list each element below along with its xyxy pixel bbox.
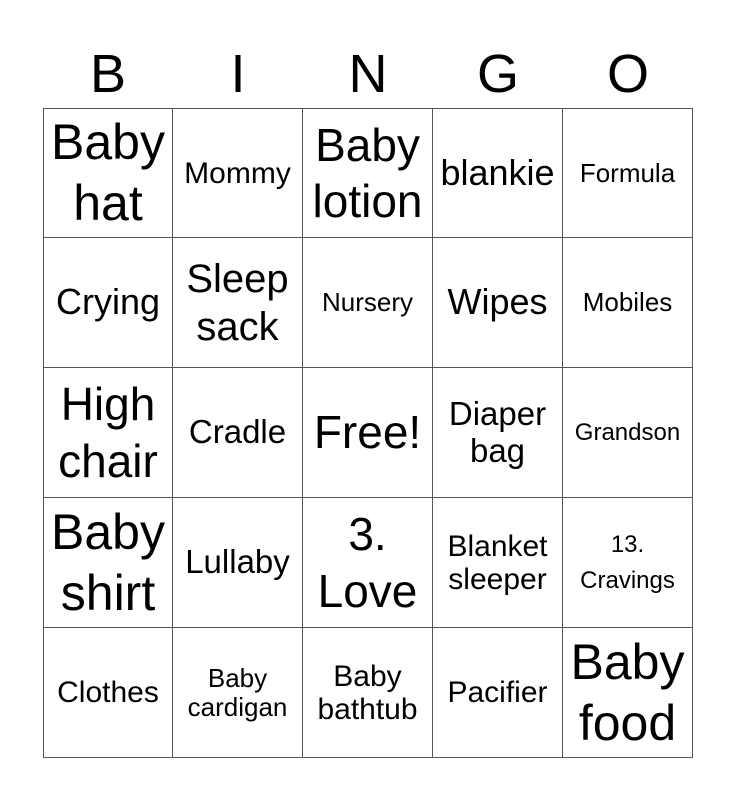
cell-label: Sleep sack bbox=[186, 256, 289, 349]
bingo-cell[interactable] bbox=[43, 498, 173, 628]
cell-label: Grandson bbox=[574, 418, 681, 446]
bingo-cell[interactable] bbox=[173, 628, 303, 758]
cell-label: Mommy bbox=[184, 156, 291, 190]
bingo-cell[interactable] bbox=[43, 628, 173, 758]
bingo-cell[interactable] bbox=[563, 238, 693, 368]
cell-label: Baby bathtub bbox=[317, 659, 418, 726]
cell-label: Baby hat bbox=[51, 114, 165, 231]
cell-label: 13. Cravings bbox=[580, 530, 675, 594]
cell-label: Blanket sleeper bbox=[447, 529, 548, 596]
cell-label: Pacifier bbox=[447, 676, 548, 709]
header-letter-n: N bbox=[348, 44, 388, 104]
cell-label: Wipes bbox=[447, 281, 548, 323]
cell-label: Baby shirt bbox=[51, 503, 165, 621]
bingo-cell[interactable] bbox=[303, 498, 433, 628]
bingo-cell[interactable] bbox=[563, 498, 693, 628]
bingo-cell[interactable] bbox=[563, 628, 693, 758]
bingo-header bbox=[43, 40, 693, 108]
bingo-cell[interactable] bbox=[303, 108, 433, 238]
cell-label: Baby cardigan bbox=[187, 662, 288, 722]
cell-label: Baby food bbox=[570, 633, 685, 751]
bingo-cell[interactable] bbox=[43, 368, 173, 498]
bingo-cell[interactable] bbox=[173, 108, 303, 238]
bingo-cell[interactable] bbox=[303, 238, 433, 368]
cell-label: Clothes bbox=[57, 676, 159, 709]
bingo-cell[interactable] bbox=[433, 368, 563, 498]
bingo-board bbox=[43, 108, 693, 758]
cell-label: blankie bbox=[440, 151, 555, 193]
header-letter-g: G bbox=[476, 44, 519, 104]
cell-label: High chair bbox=[58, 378, 158, 487]
bingo-cell[interactable] bbox=[433, 628, 563, 758]
cell-label: Crying bbox=[55, 281, 161, 323]
bingo-cell[interactable] bbox=[43, 108, 173, 238]
cell-label: Nursery bbox=[321, 287, 413, 318]
cell-label: Formula bbox=[579, 157, 676, 188]
cell-label: Mobiles bbox=[582, 287, 673, 318]
bingo-cell[interactable] bbox=[433, 108, 563, 238]
bingo-cell[interactable] bbox=[303, 368, 433, 498]
bingo-cell[interactable] bbox=[173, 238, 303, 368]
bingo-cell[interactable] bbox=[433, 498, 563, 628]
bingo-cell[interactable] bbox=[43, 238, 173, 368]
header-letter-o: O bbox=[606, 44, 649, 104]
bingo-cell[interactable] bbox=[563, 368, 693, 498]
bingo-cell[interactable] bbox=[173, 368, 303, 498]
cell-label: Baby lotion bbox=[312, 118, 423, 227]
cell-label: Free! bbox=[313, 406, 422, 459]
bingo-cell[interactable] bbox=[303, 628, 433, 758]
cell-label: Cradle bbox=[188, 413, 287, 451]
bingo-cell[interactable] bbox=[563, 108, 693, 238]
header-letter-b: B bbox=[89, 44, 127, 104]
bingo-cell[interactable] bbox=[433, 238, 563, 368]
header-letter-i: I bbox=[230, 44, 246, 104]
bingo-cell[interactable] bbox=[173, 498, 303, 628]
cell-label: Diaper bag bbox=[448, 395, 547, 469]
cell-label: 3. Love bbox=[317, 508, 418, 617]
cell-label: Lullaby bbox=[185, 543, 290, 581]
